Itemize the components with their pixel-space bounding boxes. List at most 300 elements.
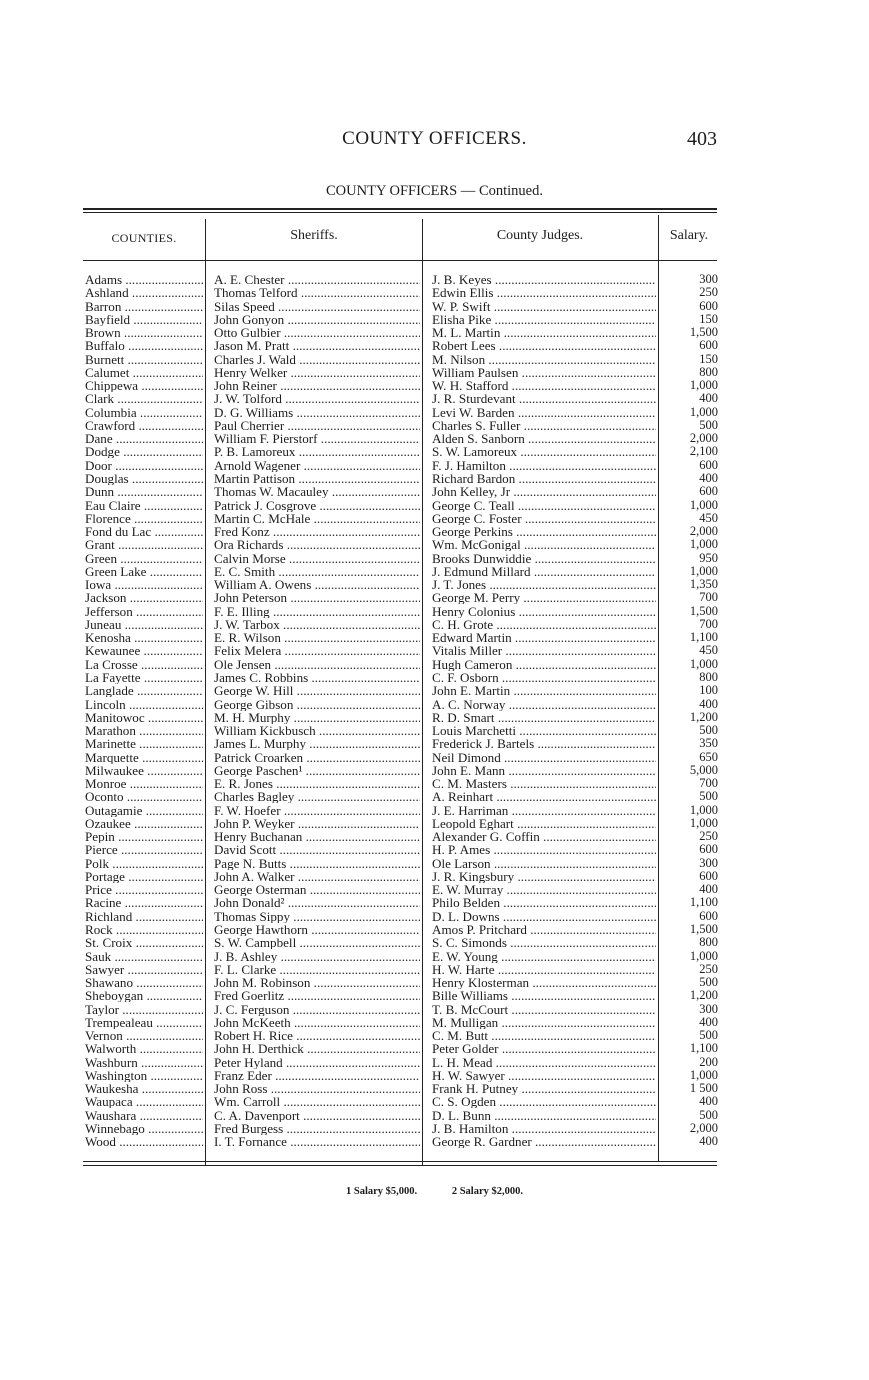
sheriff-cell: John M. Robinson ..... — [214, 976, 420, 989]
table-row — [0, 896, 869, 909]
salary-cell: 1,000 — [689, 657, 718, 671]
judge-cell: M. Nilson ..... — [432, 353, 656, 366]
salary-cell: 700 — [699, 777, 718, 791]
county-cell: Dunn ..... — [85, 485, 203, 498]
county-cell: Oconto ..... — [85, 790, 203, 803]
sheriff-cell: Patrick J. Cosgrove ..... — [214, 499, 420, 512]
sheriff-cell: John Donald² ..... — [214, 896, 420, 909]
top-double-rule-1 — [83, 208, 717, 210]
county-cell: Wood ..... — [85, 1135, 203, 1148]
table-row — [0, 910, 869, 923]
table-row — [0, 552, 869, 565]
salary-cell: 400 — [699, 1135, 718, 1149]
judge-cell: J. T. Jones ..... — [432, 578, 656, 591]
salary-cell: 500 — [699, 418, 718, 432]
salary-cell: 1,000 — [689, 538, 718, 552]
sheriff-cell: F. E. Illing ..... — [214, 605, 420, 618]
salary-cell: 1,000 — [689, 564, 718, 578]
county-cell: Polk ..... — [85, 857, 203, 870]
sheriff-cell: M. H. Murphy ..... — [214, 711, 420, 724]
judge-cell: Henry Colonius ..... — [432, 605, 656, 618]
sheriff-cell: A. E. Chester ..... — [214, 273, 420, 286]
header-judges: County Judges. — [496, 228, 584, 243]
salary-cell: 400 — [699, 1095, 718, 1109]
bottom-rule-2 — [83, 1165, 717, 1166]
judge-cell: Alden S. Sanborn ..... — [432, 432, 656, 445]
footnotes — [0, 1186, 869, 1197]
judge-cell: John Kelley, Jr ..... — [432, 485, 656, 498]
sheriff-cell: F. W. Hoefer ..... — [214, 804, 420, 817]
county-cell: Walworth ..... — [85, 1042, 203, 1055]
county-cell: Marathon ..... — [85, 724, 203, 737]
sheriff-cell: John Gonyon ..... — [214, 313, 420, 326]
table-subtitle: COUNTY OFFICERS — Continued. — [326, 183, 543, 199]
salary-cell: 1,350 — [689, 578, 718, 592]
table-row — [0, 525, 869, 538]
county-cell: Richland ..... — [85, 910, 203, 923]
county-cell: Rock ..... — [85, 923, 203, 936]
salary-cell: 2,000 — [689, 1122, 718, 1135]
county-cell: Portage ..... — [85, 870, 203, 883]
sheriff-cell: F. L. Clarke ..... — [214, 963, 420, 976]
sheriff-cell: J. W. Tolford ..... — [214, 392, 420, 405]
county-cell: Dane ..... — [85, 432, 203, 445]
county-cell: Vernon ..... — [85, 1029, 203, 1042]
table-row — [0, 538, 869, 551]
county-cell: Bayfield ..... — [85, 313, 203, 326]
salary-cell: 1,100 — [689, 1042, 718, 1056]
sheriff-cell: William Kickbusch ..... — [214, 724, 420, 737]
page-number: 403 — [687, 128, 717, 150]
table-row — [0, 698, 869, 711]
judge-cell: Elisha Pike ..... — [432, 313, 656, 326]
sheriff-cell: J. W. Tarbox ..... — [214, 618, 420, 631]
table-row — [0, 711, 869, 724]
salary-cell: 450 — [699, 511, 718, 525]
salary-cell: 1,100 — [689, 896, 718, 910]
table-row — [0, 432, 869, 445]
salary-cell: 300 — [699, 1002, 718, 1016]
sheriff-cell: I. T. Fornance ..... — [214, 1135, 420, 1148]
table-row — [0, 684, 869, 697]
sheriff-cell: E. R. Jones ..... — [214, 777, 420, 790]
county-cell: Grant ..... — [85, 538, 203, 551]
sheriff-cell: Charles Bagley ..... — [214, 790, 420, 803]
judge-cell: Charles S. Fuller ..... — [432, 419, 656, 432]
salary-cell: 1,000 — [689, 1068, 718, 1082]
county-cell: Green ..... — [85, 552, 203, 565]
sheriff-cell: E. C. Smith ..... — [214, 565, 420, 578]
judge-cell: Ole Larson ..... — [432, 857, 656, 870]
judge-cell: C. M. Butt ..... — [432, 1029, 656, 1042]
county-cell: Marquette ..... — [85, 751, 203, 764]
county-cell: Racine ..... — [85, 896, 203, 909]
county-cell: Winnebago ..... — [85, 1122, 203, 1135]
salary-cell: 600 — [699, 458, 718, 472]
county-cell: Shawano ..... — [85, 976, 203, 989]
sheriff-cell: Henry Buchanan ..... — [214, 830, 420, 843]
county-cell: Outagamie ..... — [85, 804, 203, 817]
county-cell: Pierce ..... — [85, 843, 203, 856]
table-row — [0, 870, 869, 883]
county-cell: Kenosha ..... — [85, 631, 203, 644]
table-row — [0, 605, 869, 618]
sheriff-cell: Fred Burgess ..... — [214, 1122, 420, 1135]
salary-cell: 500 — [699, 790, 718, 804]
table-row — [0, 936, 869, 949]
salary-cell: 250 — [699, 962, 718, 976]
county-cell: Marinette ..... — [85, 737, 203, 750]
sheriff-cell: William F. Pierstorf ..... — [214, 432, 420, 445]
salary-cell: 700 — [699, 617, 718, 631]
salary-cell: 1,200 — [689, 989, 718, 1003]
county-cell: Buffalo ..... — [85, 339, 203, 352]
county-cell: Sawyer ..... — [85, 963, 203, 976]
county-cell: Manitowoc ..... — [85, 711, 203, 724]
salary-cell: 600 — [699, 909, 718, 923]
salary-cell: 1,000 — [689, 803, 718, 817]
sheriff-cell: C. A. Davenport ..... — [214, 1109, 420, 1122]
judge-cell: Leopold Eghart ..... — [432, 817, 656, 830]
sheriff-cell: Martin C. McHale ..... — [214, 512, 420, 525]
header-salary: Salary. — [669, 228, 709, 243]
sheriff-cell: Patrick Croarken ..... — [214, 751, 420, 764]
table-row — [0, 658, 869, 671]
table-row — [0, 459, 869, 472]
header-sheriffs: Sheriffs. — [290, 228, 338, 243]
sheriff-cell: James C. Robbins ..... — [214, 671, 420, 684]
judge-cell: A. C. Norway ..... — [432, 698, 656, 711]
judge-cell: D. L. Downs ..... — [432, 910, 656, 923]
salary-cell: 350 — [699, 737, 718, 751]
sheriff-cell: Franz Eder ..... — [214, 1069, 420, 1082]
judge-cell: C. M. Masters ..... — [432, 777, 656, 790]
county-cell: Brown ..... — [85, 326, 203, 339]
county-cell: Langlade ..... — [85, 684, 203, 697]
salary-cell: 600 — [699, 843, 718, 857]
judge-cell: John E. Martin ..... — [432, 684, 656, 697]
table-row — [0, 499, 869, 512]
table-row — [0, 565, 869, 578]
county-cell: Taylor ..... — [85, 1003, 203, 1016]
county-cell: Eau Claire ..... — [85, 499, 203, 512]
judge-cell: W. P. Swift ..... — [432, 300, 656, 313]
county-cell: Fond du Lac ..... — [85, 525, 203, 538]
judge-cell: Henry Klosterman ..... — [432, 976, 656, 989]
table-row — [0, 883, 869, 896]
header-counties: COUNTIES. — [111, 231, 177, 245]
table-row — [0, 286, 869, 299]
sheriff-cell: James L. Murphy ..... — [214, 737, 420, 750]
judge-cell: Richard Bardon ..... — [432, 472, 656, 485]
sheriff-cell: William A. Owens ..... — [214, 578, 420, 591]
table-row — [0, 989, 869, 1002]
table-row — [0, 313, 869, 326]
county-cell: Trempealeau ..... — [85, 1016, 203, 1029]
salary-cell: 600 — [699, 869, 718, 883]
judge-cell: R. D. Smart ..... — [432, 711, 656, 724]
judge-cell: J. R. Kingsbury ..... — [432, 870, 656, 883]
salary-cell: 150 — [699, 312, 718, 326]
table-row — [0, 485, 869, 498]
table-row — [0, 1122, 869, 1135]
salary-cell: 650 — [699, 750, 718, 764]
table-row — [0, 472, 869, 485]
sheriff-cell: Page N. Butts ..... — [214, 857, 420, 870]
table-row — [0, 1056, 869, 1069]
salary-cell: 1,100 — [689, 631, 718, 645]
sheriff-cell: George Paschen¹ ..... — [214, 764, 420, 777]
sheriff-cell: Ole Jensen ..... — [214, 658, 420, 671]
judge-cell: J. B. Keyes ..... — [432, 273, 656, 286]
sheriff-cell: E. R. Wilson ..... — [214, 631, 420, 644]
table-row — [0, 366, 869, 379]
judge-cell: A. Reinhart ..... — [432, 790, 656, 803]
county-cell: Lincoln ..... — [85, 698, 203, 711]
sheriff-cell: Thomas Telford ..... — [214, 286, 420, 299]
table-row — [0, 1016, 869, 1029]
judge-cell: E. W. Murray ..... — [432, 883, 656, 896]
county-cell: Waushara ..... — [85, 1109, 203, 1122]
sheriff-cell: George W. Hill ..... — [214, 684, 420, 697]
judge-cell: H. P. Ames ..... — [432, 843, 656, 856]
sheriff-cell: John A. Walker ..... — [214, 870, 420, 883]
judge-cell: S. W. Lamoreux ..... — [432, 445, 656, 458]
salary-cell: 800 — [699, 670, 718, 684]
judge-cell: Peter Golder ..... — [432, 1042, 656, 1055]
table-row — [0, 419, 869, 432]
sheriff-cell: Ora Richards ..... — [214, 538, 420, 551]
judge-cell: C. S. Ogden ..... — [432, 1095, 656, 1108]
county-cell: Monroe ..... — [85, 777, 203, 790]
salary-cell: 1,500 — [689, 604, 718, 618]
judge-cell: D. L. Bunn ..... — [432, 1109, 656, 1122]
salary-cell: 400 — [699, 697, 718, 711]
county-cell: Clark ..... — [85, 392, 203, 405]
top-double-rule-2 — [83, 212, 717, 213]
judge-cell: Neil Dimond ..... — [432, 751, 656, 764]
salary-cell: 800 — [699, 365, 718, 379]
judge-cell: George C. Teall ..... — [432, 499, 656, 512]
county-cell: Adams ..... — [85, 273, 203, 286]
judge-cell: Bille Williams ..... — [432, 989, 656, 1002]
sheriff-cell: Silas Speed ..... — [214, 300, 420, 313]
county-cell: Ashland ..... — [85, 286, 203, 299]
county-cell: Price ..... — [85, 883, 203, 896]
sheriff-cell: S. W. Campbell ..... — [214, 936, 420, 949]
salary-cell: 1,000 — [689, 816, 718, 830]
county-cell: Crawford ..... — [85, 419, 203, 432]
salary-cell: 250 — [699, 830, 718, 844]
county-cell: Door ..... — [85, 459, 203, 472]
table-row — [0, 843, 869, 856]
sheriff-cell: John Ross ..... — [214, 1082, 420, 1095]
county-cell: La Crosse ..... — [85, 658, 203, 671]
county-cell: Waupaca ..... — [85, 1095, 203, 1108]
county-cell: La Fayette ..... — [85, 671, 203, 684]
salary-cell: 300 — [699, 273, 718, 286]
salary-cell: 400 — [699, 471, 718, 485]
judge-cell: M. L. Martin ..... — [432, 326, 656, 339]
salary-cell: 1,000 — [689, 949, 718, 963]
table-row — [0, 950, 869, 963]
salary-cell: 500 — [699, 976, 718, 990]
county-cell: Green Lake ..... — [85, 565, 203, 578]
sheriff-cell: George Osterman ..... — [214, 883, 420, 896]
county-cell: Chippewa ..... — [85, 379, 203, 392]
salary-cell: 500 — [699, 724, 718, 738]
salary-cell: 600 — [699, 339, 718, 353]
table-row — [0, 392, 869, 405]
sheriff-cell: P. B. Lamoreux ..... — [214, 445, 420, 458]
county-cell: Washington ..... — [85, 1069, 203, 1082]
table-row — [0, 445, 869, 458]
salary-cell: 100 — [699, 684, 718, 698]
sheriff-cell: Henry Welker ..... — [214, 366, 420, 379]
judge-cell: William Paulsen ..... — [432, 366, 656, 379]
judge-cell: Louis Marchetti ..... — [432, 724, 656, 737]
judge-cell: H. W. Sawyer ..... — [432, 1069, 656, 1082]
county-cell: Ozaukee ..... — [85, 817, 203, 830]
salary-cell: 2,100 — [689, 445, 718, 459]
county-cell: Pepin ..... — [85, 830, 203, 843]
sheriff-cell: Paul Cherrier ..... — [214, 419, 420, 432]
judge-cell: Alexander G. Coffin ..... — [432, 830, 656, 843]
sheriff-cell: Robert H. Rice ..... — [214, 1029, 420, 1042]
table-row — [0, 724, 869, 737]
salary-cell: 800 — [699, 936, 718, 950]
salary-cell: 1 500 — [689, 1082, 718, 1096]
county-cell: Douglas ..... — [85, 472, 203, 485]
judge-cell: Brooks Dunwiddie ..... — [432, 552, 656, 565]
county-cell: Florence ..... — [85, 512, 203, 525]
table-row — [0, 406, 869, 419]
sheriff-cell: John H. Derthick ..... — [214, 1042, 420, 1055]
judge-cell: George Perkins ..... — [432, 525, 656, 538]
judge-cell: Amos P. Pritchard ..... — [432, 923, 656, 936]
table-body — [0, 273, 869, 1149]
table-row — [0, 804, 869, 817]
table-row — [0, 591, 869, 604]
sheriff-cell: Thomas W. Macauley ..... — [214, 485, 420, 498]
county-cell: Jackson ..... — [85, 591, 203, 604]
bottom-rule-1 — [83, 1161, 717, 1162]
county-cell: Milwaukee ..... — [85, 764, 203, 777]
table-row — [0, 976, 869, 989]
sheriff-cell: J. B. Ashley ..... — [214, 950, 420, 963]
county-cell: Jefferson ..... — [85, 605, 203, 618]
page-title: COUNTY OFFICERS. — [342, 128, 527, 149]
table-row — [0, 1082, 869, 1095]
footnote-1: 1 Salary $5,000. — [346, 1186, 418, 1197]
salary-cell: 250 — [699, 286, 718, 300]
county-cell: Barron ..... — [85, 300, 203, 313]
table-row — [0, 273, 869, 286]
footnote-2: 2 Salary $2,000. — [451, 1186, 523, 1197]
judge-cell: S. C. Simonds ..... — [432, 936, 656, 949]
salary-cell: 1,200 — [689, 710, 718, 724]
salary-cell: 450 — [699, 644, 718, 658]
salary-cell: 200 — [699, 1055, 718, 1069]
sheriff-cell: Fred Konz ..... — [214, 525, 420, 538]
judge-cell: E. W. Young ..... — [432, 950, 656, 963]
table-row — [0, 1029, 869, 1042]
judge-cell: J. Edmund Millard ..... — [432, 565, 656, 578]
sheriff-cell: Calvin Morse ..... — [214, 552, 420, 565]
judge-cell: Edward Martin ..... — [432, 631, 656, 644]
judge-cell: Vitalis Miller ..... — [432, 644, 656, 657]
sheriff-cell: John Reiner ..... — [214, 379, 420, 392]
sheriff-cell: George Hawthorn ..... — [214, 923, 420, 936]
salary-cell: 1,500 — [689, 326, 718, 340]
salary-cell: 2,000 — [689, 525, 718, 539]
county-cell: St. Croix ..... — [85, 936, 203, 949]
table-row — [0, 339, 869, 352]
sheriff-cell: J. C. Ferguson ..... — [214, 1003, 420, 1016]
table-row — [0, 1042, 869, 1055]
sheriff-cell: Fred Goerlitz ..... — [214, 989, 420, 1002]
table-row — [0, 737, 869, 750]
sheriff-cell: George Gibson ..... — [214, 698, 420, 711]
judge-cell: George R. Gardner ..... — [432, 1135, 656, 1148]
salary-cell: 600 — [699, 485, 718, 499]
table-row — [0, 830, 869, 843]
salary-cell: 150 — [699, 352, 718, 366]
salary-cell: 500 — [699, 1029, 718, 1043]
judge-cell: F. J. Hamilton ..... — [432, 459, 656, 472]
judge-cell: T. B. McCourt ..... — [432, 1003, 656, 1016]
salary-cell: 400 — [699, 392, 718, 406]
table-row — [0, 353, 869, 366]
county-cell: Burnett ..... — [85, 353, 203, 366]
salary-cell: 600 — [699, 299, 718, 313]
sheriff-cell: Thomas Sippy ..... — [214, 910, 420, 923]
sheriff-cell: Peter Hyland ..... — [214, 1056, 420, 1069]
county-cell: Columbia ..... — [85, 406, 203, 419]
table-row — [0, 631, 869, 644]
judge-cell: Edwin Ellis ..... — [432, 286, 656, 299]
judge-cell: J. R. Sturdevant ..... — [432, 392, 656, 405]
judge-cell: George M. Perry ..... — [432, 591, 656, 604]
county-cell: Juneau ..... — [85, 618, 203, 631]
judge-cell: George C. Foster ..... — [432, 512, 656, 525]
judge-cell: M. Mulligan ..... — [432, 1016, 656, 1029]
judge-cell: H. W. Harte ..... — [432, 963, 656, 976]
salary-cell: 2,000 — [689, 432, 718, 446]
salary-cell: 1,000 — [689, 405, 718, 419]
county-cell: Sauk ..... — [85, 950, 203, 963]
judge-cell: C. H. Grote ..... — [432, 618, 656, 631]
judge-cell: Hugh Cameron ..... — [432, 658, 656, 671]
sheriff-cell: Wm. Carroll ..... — [214, 1095, 420, 1108]
sheriff-cell: John Peterson ..... — [214, 591, 420, 604]
judge-cell: Wm. McGonigal ..... — [432, 538, 656, 551]
county-cell: Dodge ..... — [85, 445, 203, 458]
sheriff-cell: Martin Pattison ..... — [214, 472, 420, 485]
sheriff-cell: John McKeeth ..... — [214, 1016, 420, 1029]
table-row — [0, 1095, 869, 1108]
sheriff-cell: Otto Gulbier ..... — [214, 326, 420, 339]
header-bottom-rule — [83, 260, 717, 261]
table-row — [0, 671, 869, 684]
salary-cell: 400 — [699, 1015, 718, 1029]
table-row — [0, 963, 869, 976]
judge-cell: Frank H. Putney ..... — [432, 1082, 656, 1095]
county-cell: Washburn ..... — [85, 1056, 203, 1069]
judge-cell: J. E. Harriman ..... — [432, 804, 656, 817]
sheriff-cell: D. G. Williams ..... — [214, 406, 420, 419]
county-cell: Kewaunee ..... — [85, 644, 203, 657]
